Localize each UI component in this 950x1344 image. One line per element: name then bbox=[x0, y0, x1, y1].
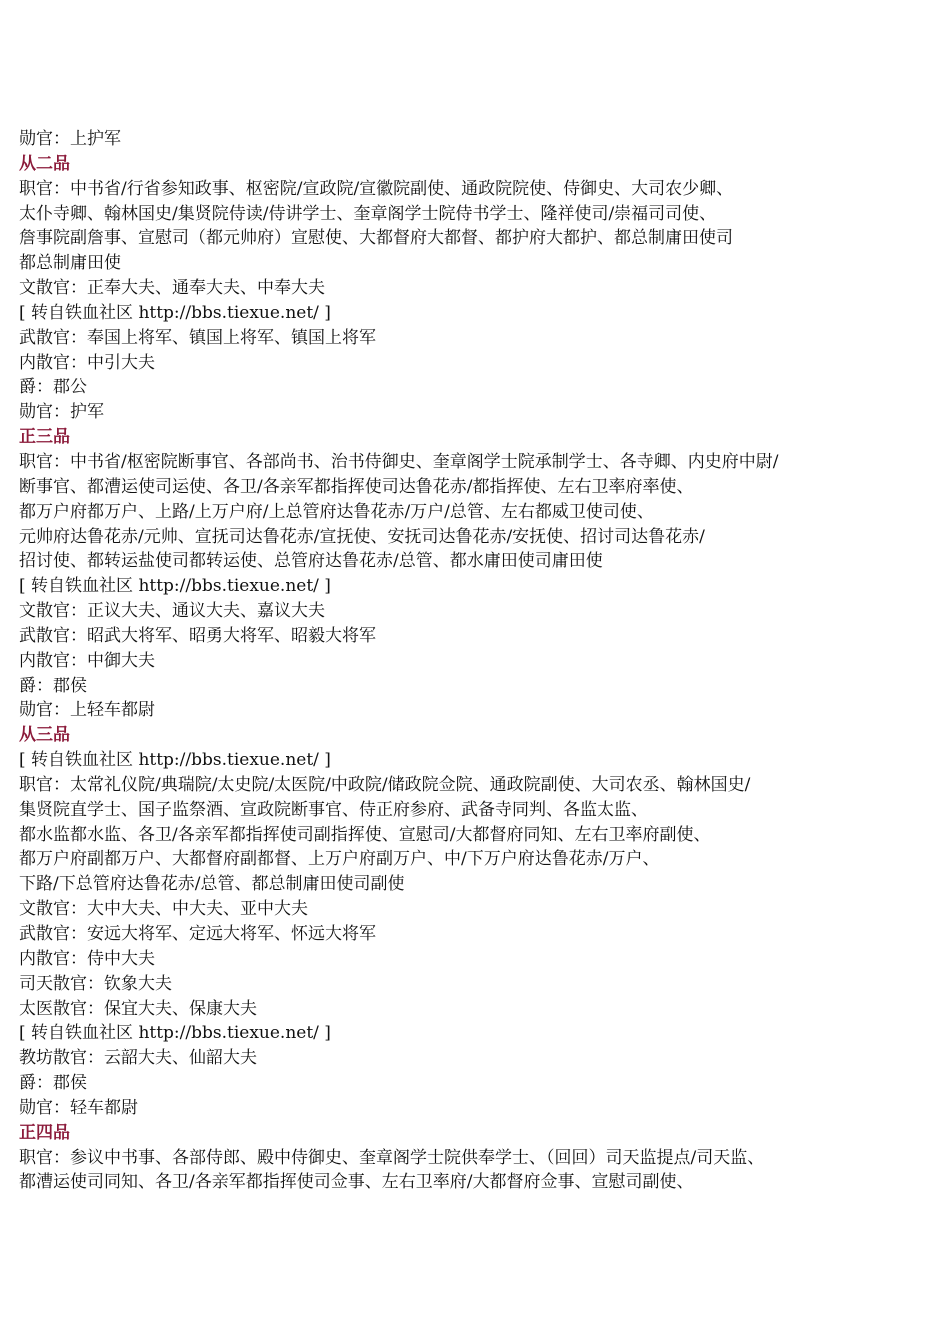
text-line: 詹事院副詹事、宣慰司（都元帅府）宣慰使、大都督府大都督、都护府大都护、都总制庸田使司 bbox=[19, 228, 733, 249]
text-line: 武散官：奉国上将军、镇国上将军、镇国上将军 bbox=[19, 327, 376, 348]
text-line: 勋官：轻车都尉 bbox=[19, 1097, 138, 1118]
text-line: 招讨使、都转运盐使司都转运使、总管府达鲁花赤/总管、都水庸田使司庸田使 bbox=[19, 551, 603, 572]
text-line: 都总制庸田使 bbox=[19, 253, 121, 274]
text-line: 爵：郡侯 bbox=[19, 1073, 87, 1094]
text-line: [ 转自铁血社区 http://bbs.tiexue.net/ ] bbox=[19, 1023, 331, 1044]
text-line: 文散官：正奉大夫、通奉大夫、中奉大夫 bbox=[19, 278, 325, 299]
document-body bbox=[19, 127, 931, 1195]
text-line: 爵：郡公 bbox=[19, 377, 87, 398]
text-line: [ 转自铁血社区 http://bbs.tiexue.net/ ] bbox=[19, 750, 331, 771]
text-line: 职官：中书省/行省参知政事、枢密院/宣政院/宣徽院副使、通政院院使、侍御史、大司农少卿、 bbox=[19, 178, 734, 199]
text-line: 勋官：上护军 bbox=[19, 129, 121, 149]
text-line: 太医散官：保宜大夫、保康大夫 bbox=[19, 998, 257, 1019]
text-line: 教坊散官：云韶大夫、仙韶大夫 bbox=[19, 1048, 257, 1069]
text-line: 断事官、都漕运使司运使、各卫/各亲军都指挥使司达鲁花赤/都指挥使、左右卫率府率使、 bbox=[19, 476, 694, 497]
text-line: [ 转自铁血社区 http://bbs.tiexue.net/ ] bbox=[19, 576, 331, 597]
text-line: 集贤院直学士、国子监祭酒、宣政院断事官、侍正府参府、武备寺同判、各监太监、 bbox=[19, 799, 648, 820]
rank-heading: 正四品 bbox=[19, 1122, 70, 1143]
text-line: 太仆寺卿、翰林国史/集贤院侍读/侍讲学士、奎章阁学士院侍书学士、隆祥使司/崇福司司使、 bbox=[19, 203, 717, 224]
text-line: 武散官：安远大将军、定远大将军、怀远大将军 bbox=[19, 924, 376, 944]
text-line: 都万户府副都万户、大都督府副都督、上万户府副万户、中/下万户府达鲁花赤/万户、 bbox=[19, 849, 660, 870]
text-line: 内散官：中御大夫 bbox=[19, 650, 155, 671]
text-line: 爵：郡侯 bbox=[19, 675, 87, 696]
rank-heading: 从二品 bbox=[19, 153, 70, 174]
text-line: 职官：参议中书事、各部侍郎、殿中侍御史、奎章阁学士院供奉学士、（回回）司天监提点/司天监、 bbox=[19, 1147, 765, 1168]
text-line: 武散官：昭武大将军、昭勇大将军、昭毅大将军 bbox=[19, 625, 376, 646]
text-line: 都万户府都万户、上路/上万户府/上总管府达鲁花赤/万户/总管、左右都威卫使司使、 bbox=[19, 501, 654, 522]
text-line: 职官：太常礼仪院/典瑞院/太史院/太医院/中政院/储政院佥院、通政院副使、大司农丞、翰林国史/ bbox=[19, 774, 751, 795]
text-line: 内散官：侍中大夫 bbox=[19, 948, 155, 969]
text-line: 司天散官：钦象大夫 bbox=[19, 973, 172, 994]
text-line: 文散官：大中大夫、中大夫、亚中大夫 bbox=[19, 899, 308, 920]
text-line: 勋官：护军 bbox=[19, 402, 104, 423]
text-line: 内散官：中引大夫 bbox=[19, 352, 155, 373]
text-line: 都漕运使司同知、各卫/各亲军都指挥使司佥事、左右卫率府/大都督府佥事、宣慰司副使、 bbox=[19, 1172, 694, 1193]
rank-heading: 正三品 bbox=[19, 427, 70, 448]
text-line: 都水监都水监、各卫/各亲军都指挥使司副指挥使、宣慰司/大都督府同知、左右卫率府副使、 bbox=[19, 824, 711, 845]
rank-heading: 从三品 bbox=[19, 725, 70, 746]
text-line: 职官：中书省/枢密院断事官、各部尚书、治书侍御史、奎章阁学士院承制学士、各寺卿、内史府中尉/ bbox=[19, 451, 779, 472]
text-line: 勋官：上轻车都尉 bbox=[19, 700, 155, 721]
text-line: [ 转自铁血社区 http://bbs.tiexue.net/ ] bbox=[19, 302, 331, 323]
text-line: 文散官：正议大夫、通议大夫、嘉议大夫 bbox=[19, 601, 325, 622]
text-line: 元帅府达鲁花赤/元帅、宣抚司达鲁花赤/宣抚使、安抚司达鲁花赤/安抚使、招讨司达鲁花赤/ bbox=[19, 526, 705, 547]
text-line: 下路/下总管府达鲁花赤/总管、都总制庸田使司副使 bbox=[19, 874, 405, 895]
